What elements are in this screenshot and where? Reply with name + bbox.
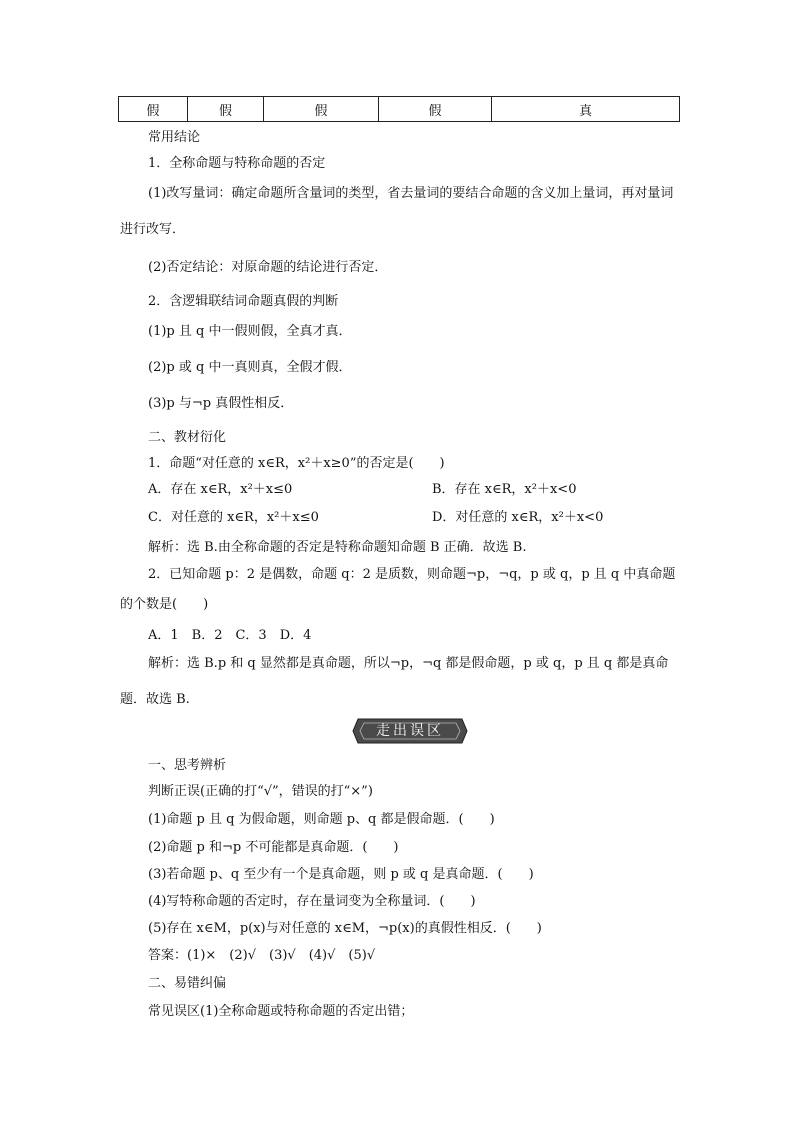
section-heading-textbook: 二、教材衍化 [148,430,227,445]
banner-label: 走出误区 [376,723,444,739]
question1-option-c: C．对任意的 x∈R，x²＋x≤0 [148,510,319,525]
question2-options: A．1 B．2 C．3 D．4 [148,628,312,643]
item1-paragraph2: (2)否定结论：对原命题的结论进行否定． [148,260,388,275]
item2-paragraph1: (1)p 且 q 中一假则假，全真才真． [148,324,352,339]
section-heading-common-conclusions: 常用结论 [148,130,201,145]
statement-5: (5)存在 x∈M，p(x)与对任意的 x∈M，¬p(x)的真假性相反．( ) [148,921,542,936]
table-row [119,97,680,122]
table-cell: 真 [492,97,680,122]
section-heading-error-correction: 二、易错纠偏 [148,976,227,991]
statement-3: (3)若命题 p、q 至少有一个是真命题，则 p 或 q 是真命题．( ) [148,867,534,882]
table-cell: 假 [264,97,379,122]
item1-paragraph1: (1)改写量词：确定命题所含量词的类型，省去量词的要结合命题的含义加上量词，再对量词进行改写． [120,186,674,237]
item1-title: 1．全称命题与特称命题的否定 [148,156,326,171]
table-cell: 假 [188,97,264,122]
statement-4: (4)写特称命题的否定时，存在量词变为全称量词．( ) [148,894,476,909]
item2-paragraph2: (2)p 或 q 中一真则真，全假才假． [148,360,352,375]
answer-line: 答案：(1)× (2)√ (3)√ (4)√ (5)√ [148,948,376,963]
common-error-line: 常见误区(1)全称命题或特称命题的否定出错； [148,1004,414,1019]
question1-option-b: B．存在 x∈R，x²＋x<0 [432,482,577,497]
question1-option-d: D．对任意的 x∈R，x²＋x<0 [432,510,604,525]
section-banner [352,718,468,744]
item2-title: 2．含逻辑联结词命题真假的判断 [148,294,339,309]
judgment-instruction: 判断正误(正确的打“√”，错误的打“×”) [148,784,373,799]
question1-solution: 解析：选 B.由全称命题的否定是特称命题知命题 B 正确．故选 B. [148,540,527,555]
table-cell: 假 [119,97,188,122]
statement-2: (2)命题 p 和¬p 不可能都是真命题．( ) [148,840,399,855]
statement-1: (1)命题 p 且 q 为假命题，则命题 p、q 都是假命题．( ) [148,812,495,827]
question2-stem: 2．已知命题 p：2 是偶数，命题 q：2 是质数，则命题¬p，¬q，p 或 q，p 且 q 中真命题的个数是( ) [120,567,676,612]
table-cell: 假 [379,97,492,122]
item2-paragraph3: (3)p 与¬p 真假性相反． [148,396,294,411]
question1-stem: 1．命题“对任意的 x∈R，x²＋x≥0”的否定是( ) [148,456,445,471]
section-heading-thinking: 一、思考辨析 [148,758,227,773]
question1-option-a: A．存在 x∈R，x²＋x≤0 [148,482,293,497]
truth-table-row [118,96,680,122]
question2-solution: 解析：选 B.p 和 q 显然都是真命题，所以¬p，¬q 都是假命题，p 或 q，p 且 q 都是真命题．故选 B. [120,656,669,707]
